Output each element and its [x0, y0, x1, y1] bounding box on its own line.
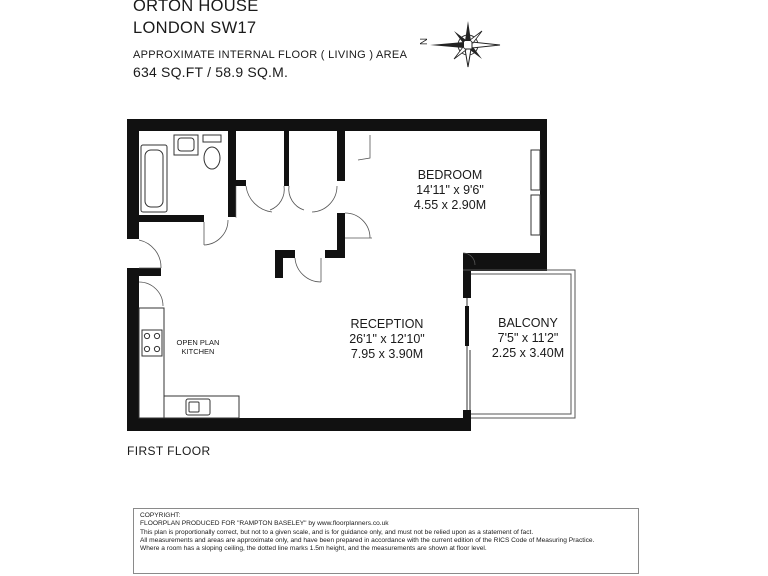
- kitchen-label-line1: OPEN PLAN: [176, 338, 220, 347]
- floor-area-label: APPROXIMATE INTERNAL FLOOR ( LIVING ) AREA: [133, 49, 408, 61]
- reception-name: RECEPTION: [350, 317, 424, 331]
- reception-dimensions-imperial: 26'1" x 12'10": [349, 332, 425, 346]
- balcony-dimensions-metric: 2.25 x 3.40M: [491, 346, 565, 360]
- bedroom-dimensions-metric: 4.55 x 2.90M: [413, 198, 487, 212]
- bedroom-name: BEDROOM: [417, 168, 483, 182]
- property-location: LONDON SW17: [133, 19, 257, 37]
- kitchen-label-line2: KITCHEN: [181, 347, 215, 356]
- copyright-heading: COPYRIGHT:: [140, 512, 181, 519]
- floor-label: FIRST FLOOR: [127, 444, 211, 458]
- reception-dimensions-metric: 7.95 x 3.90M: [350, 347, 424, 361]
- balcony-label: [480, 316, 576, 361]
- copyright-line-2: This plan is proportionally correct, but not to a given scale, and is for guidance only, and must not be relied upon as a statement of fact.: [140, 528, 534, 536]
- balcony-dimensions-imperial: 7'5" x 11'2": [497, 331, 559, 345]
- floor-area-value: 634 SQ.FT / 58.9 SQ.M.: [133, 64, 289, 80]
- bedroom-label: [400, 168, 500, 213]
- bedroom-dimensions-imperial: 14'11" x 9'6": [416, 183, 484, 197]
- copyright-line-3: All measurements and areas are approximate only, and have been prepared in accordance with the current edition of the RICS Code of Measuring Practice.: [140, 536, 595, 544]
- copyright-line-4: Where a room has a sloping ceiling, the dotted line marks 1.5m height, and the measurements are shown at floor level.: [140, 545, 487, 553]
- copyright-line-1: FLOORPLAN PRODUCED FOR "RAMPTON BASELEY" by www.floorplanners.co.uk: [140, 520, 389, 528]
- kitchen-label: [172, 338, 224, 356]
- balcony-name: BALCONY: [498, 316, 558, 330]
- property-name: ORTON HOUSE: [133, 0, 259, 15]
- copyright-notice: [133, 508, 639, 574]
- reception-label: [327, 317, 447, 362]
- compass-north-letter: N: [419, 37, 431, 46]
